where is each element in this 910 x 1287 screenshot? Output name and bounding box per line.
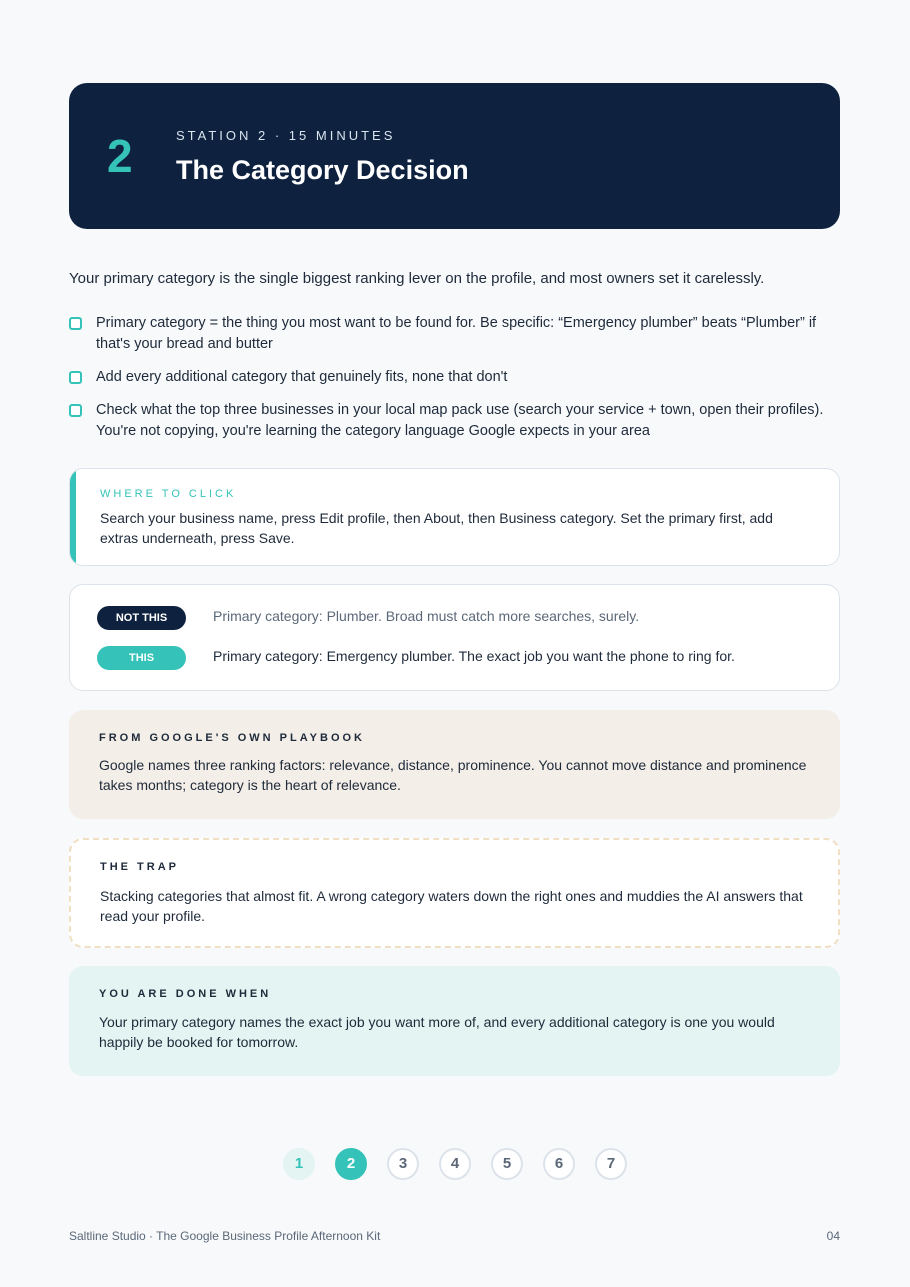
footer-page-number: 04 <box>826 1229 840 1243</box>
done-when-card <box>69 966 840 1076</box>
checklist-item <box>69 367 840 388</box>
not-this-badge: NOT THIS <box>97 606 186 630</box>
done-when-label: YOU ARE DONE WHEN <box>99 988 272 1000</box>
page-link-3[interactable]: 3 <box>387 1148 419 1180</box>
checkbox[interactable] <box>69 371 82 384</box>
done-when-body: Your primary category names the exact job you want more of, and every additional category is one you would happily be booked for tomorrow. <box>99 1014 775 1050</box>
page-title: The Category Decision <box>176 155 469 185</box>
checkbox[interactable] <box>69 404 82 417</box>
trap-card <box>69 838 840 948</box>
station-number: 2 <box>107 130 133 182</box>
page-link-4[interactable]: 4 <box>439 1148 471 1180</box>
checklist <box>69 313 840 454</box>
comparison-card <box>69 584 840 691</box>
checklist-item-text: Add every additional category that genuinely fits, none that don't <box>96 369 508 385</box>
playbook-body: Google names three ranking factors: relevance, distance, prominence. You cannot move distance and prominence takes months; category is the heart of relevance. <box>99 757 807 793</box>
intro-text: Your primary category is the single biggest ranking lever on the profile, and most owners set it carelessly. <box>69 270 765 287</box>
checkbox[interactable] <box>69 317 82 330</box>
not-this-text: Primary category: Plumber. Broad must catch more searches, surely. <box>213 608 640 624</box>
this-badge: THIS <box>97 646 186 670</box>
accent-bar <box>70 469 76 565</box>
page-link-1[interactable]: 1 <box>283 1148 315 1180</box>
trap-label: THE TRAP <box>100 861 179 873</box>
station-kicker: STATION 2 · 15 MINUTES <box>176 128 396 143</box>
checklist-item-text: Check what the top three businesses in your local map pack use (search your service + town, open their profiles). You're not copying, you're learning the category language Google expects in your area <box>96 402 824 439</box>
checklist-item <box>69 313 840 355</box>
footer-credit: Saltline Studio · The Google Business Profile Afternoon Kit <box>69 1229 381 1243</box>
this-text: Primary category: Emergency plumber. The exact job you want the phone to ring for. <box>213 648 735 664</box>
page-link-5[interactable]: 5 <box>491 1148 523 1180</box>
where-to-click-body: Search your business name, press Edit profile, then About, then Business category. Set the primary first, add extras underneath, press Save. <box>100 510 773 546</box>
station-pager <box>283 1148 627 1180</box>
playbook-card <box>69 710 840 819</box>
trap-body: Stacking categories that almost fit. A wrong category waters down the right ones and muddies the AI answers that read your profile. <box>100 888 803 924</box>
where-to-click-label: WHERE TO CLICK <box>100 488 237 500</box>
page-link-7[interactable]: 7 <box>595 1148 627 1180</box>
where-to-click-card <box>69 468 840 566</box>
page-link-6[interactable]: 6 <box>543 1148 575 1180</box>
page-link-2[interactable]: 2 <box>335 1148 367 1180</box>
checklist-item-text: Primary category = the thing you most want to be found for. Be specific: “Emergency plumber” beats “Plumber” if that's your bread and butter <box>96 315 817 352</box>
playbook-label: FROM GOOGLE'S OWN PLAYBOOK <box>99 732 365 744</box>
checklist-item <box>69 400 840 442</box>
station-header <box>69 83 840 229</box>
